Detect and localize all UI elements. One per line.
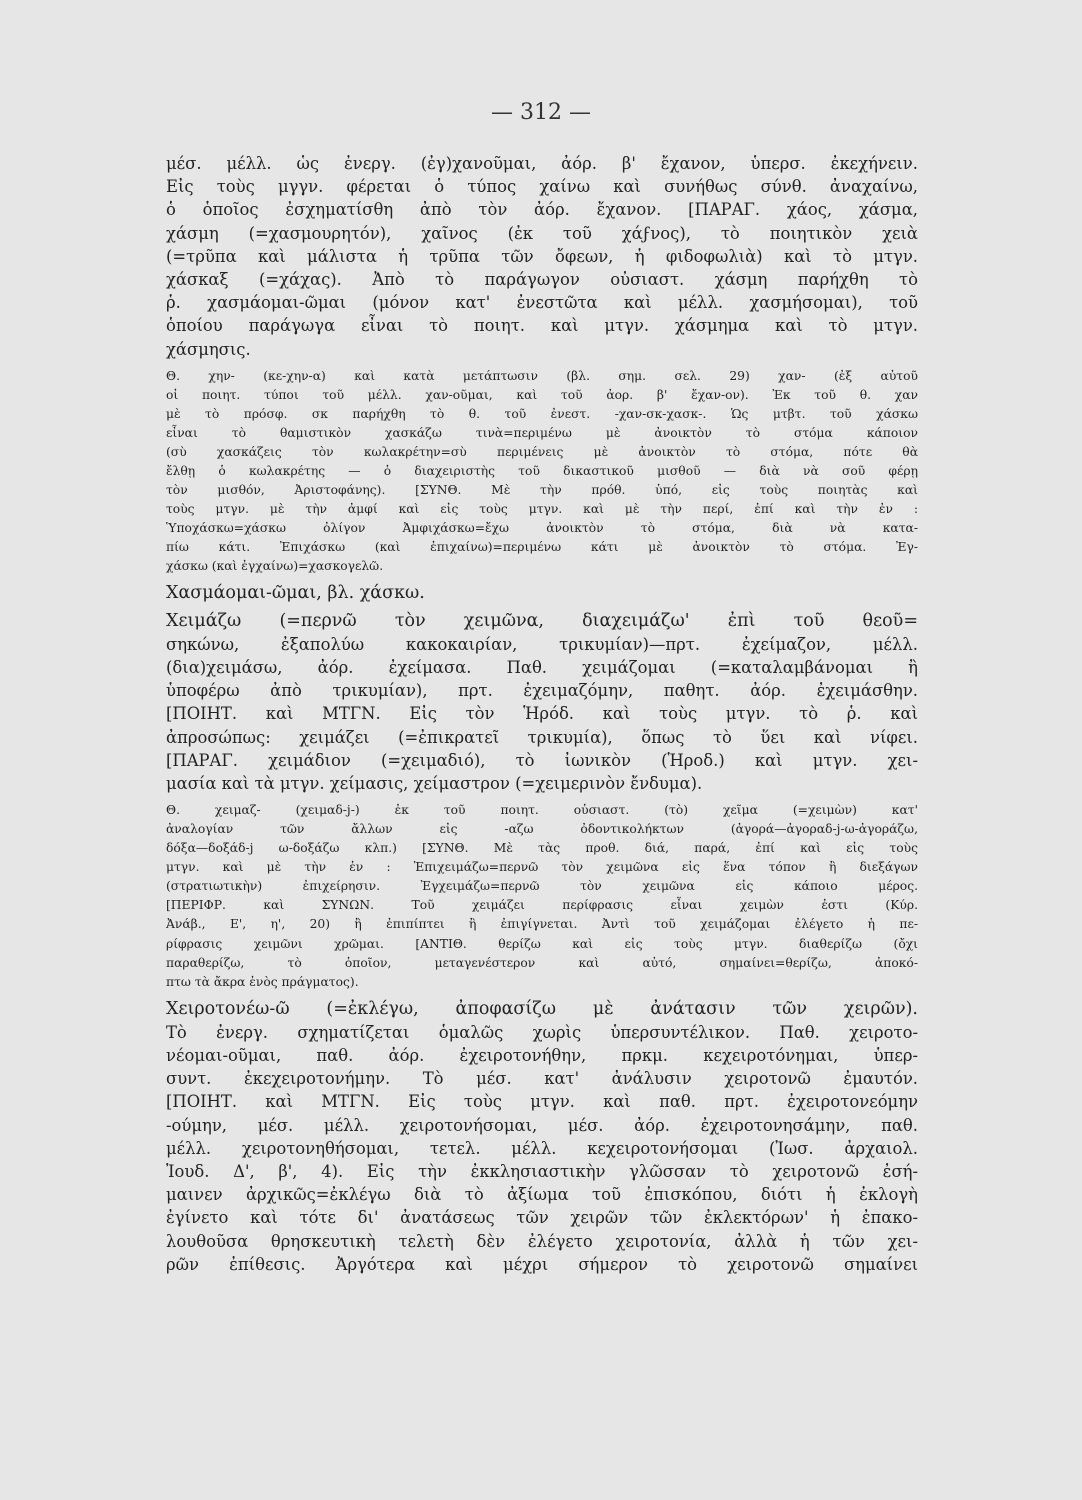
entry-cheimazo [166,610,918,796]
text-line: ὑποφέρω ἀπὸ τρικυμίαν), πρτ. ἐχειμαζόμην, παθητ. ἀόρ. ἐχειμάσθην. [166,681,918,701]
page-number: — 312 — [491,100,591,125]
text-line: σηκώνω, ἐξαπολύω κακοκαιρίαν, τρικυμίαν)—πρτ. ἐχείμαζον, μέλλ. [166,634,918,654]
note-line: (στρατιωτικὴν) ἐπιχείρησιν. Ἐγχειμάζω=περνῶ τὸν χειμῶνα εἰς κάποιο μέρος. [166,879,918,894]
text-line: ὁ ὁποῖος ἐσχηματίσθη ἀπὸ τὸν ἀόρ. ἔχανον. [ΠΑΡΑΓ. χάος, χάσμα, [166,200,918,220]
text-line: ρῶν ἐπίθεσις. Ἀργότερα καὶ μέχρι σήμερον τὸ χειροτονῶ σημαίνει [166,1254,918,1274]
note-line: Ὑποχάσκω=χάσκω ὀλίγον Ἀμφιχάσκω=ἔχω ἀνοικτὸν τὸ στόμα, διὰ νὰ κατα- [166,521,918,536]
text-line: Ἰουδ. Δ', β', 4). Εἰς τὴν ἐκκλησιαστικὴν γλῶσσαν τὸ χειροτονῶ ἐσή- [166,1162,918,1182]
text-line: μαινεν ἀρχικῶς=ἐκλέγω διὰ τὸ ἀξίωμα τοῦ ἐπισκόπου, διότι ἡ ἐκλογὴ [166,1185,918,1205]
note-line: μὲ τὸ πρόσφ. σκ παρήχθη τὸ θ. τοῦ ἐνεστ. -χαν-σκ-χασκ-. Ὡς μτβτ. τοῦ χάσκω [166,406,918,421]
text-line: νέομαι-οῦμαι, παθ. ἀόρ. ἐχειροτονήθην, πρκμ. κεχειροτόνημαι, ὑπερ- [166,1046,918,1066]
entry-cheirotoneo [166,998,918,1276]
text-line: [ΠΟΙΗΤ. καὶ ΜΤΓΝ. Εἰς τὸν Ἡρόδ. καὶ τοὺς μτγν. τὸ ῥ. καὶ [166,704,918,724]
text-line: -ούμην, μέσ. μέλλ. χειροτονήσομαι, μέσ. ἀόρ. ἐχειροτονησάμην, παθ. [166,1115,918,1135]
note-line: δόξα—δοξάδ-j ω-δοξάζω κλπ.) [ΣΥΝΘ. Μὲ τὰς προθ. διά, παρά, ἐπί καὶ εἰς τοὺς [166,841,918,856]
note-line: Θ. χην- (κε-χην-α) καὶ κατὰ μετάπτωσιν (βλ. σημ. σελ. 29) χαν- (ἐξ αὐτοῦ [166,368,918,383]
headword-line: Χασμάομαι-ῶμαι, βλ. χάσκω. [166,583,425,604]
text-line: ὁποίου παράγωγα εἶναι τὸ ποιητ. καὶ μτγν. χάσμημα καὶ τὸ μτγν. [166,316,918,336]
entry-chasmaomai [166,582,918,605]
note-line: ἀναλογίαν τῶν ἄλλων εἰς -αζω ὀδοντικολήκτων (ἀγορά—ἀγοραδ-j-ω-ἀγοράζω, [166,822,918,837]
text-line: συντ. ἐκεχειροτονήμην. Τὸ μέσ. κατ' ἀνάλυσιν χειροτονῶ ἐμαυτόν. [166,1069,918,1089]
text-line: Τὸ ἐνεργ. σχηματίζεται ὁμαλῶς χωρὶς ὑπερσυντέλικον. Παθ. χειροτο- [166,1022,918,1042]
note-chasko [166,367,918,577]
text-line: χάσκαξ (=χάχας). Ἀπὸ τὸ παράγωγον οὐσιαστ. χάσμη παρήχθη τὸ [166,270,918,290]
note-line: ρίφρασις χειμῶνι χρῶμαι. [ΑΝΤΙΘ. θερίζω καὶ εἰς τοὺς μτγν. διαθερίζω (ὄχι [166,936,918,951]
note-line: χάσκω (καὶ ἐγχαίνω)=χασκογελῶ. [166,559,384,574]
note-line: ἔλθῃ ὁ κωλακρέτης — ὁ διαχειριστὴς τοῦ δικαστικοῦ μισθοῦ — διὰ νὰ σοῦ φέρῃ [166,464,918,479]
note-line: [ΠΕΡΙΦΡ. καὶ ΣΥΝΩΝ. Τοῦ χειμάζει περίφρασις εἶναι χειμὼν ἐστι (Κύρ. [166,898,918,913]
text-line: μέλλ. χειροτονηθήσομαι, τετελ. μέλλ. κεχειροτονήσομαι (Ἰωσ. ἀρχαιολ. [166,1138,918,1158]
note-line: οἱ ποιητ. τύποι τοῦ μέλλ. χαν-οῦμαι, καὶ τοῦ ἀορ. β' ἔχαν-ον). Ἐκ τοῦ θ. χαν [166,387,918,402]
text-line: Εἰς τοὺς μγγν. φέρεται ὁ τύπος χαίνω καὶ συνήθως σύνθ. ἀναχαίνω, [166,177,918,197]
text-line: μασία καὶ τὰ μτγν. χείμασις, χείμαστρον (=χειμερινὸν ἔνδυμα). [166,773,703,793]
note-line: εἶναι τὸ θαμιστικὸν χασκάζω τινὰ=περιμένω μὲ ἀνοικτὸν τὸ στόμα κάποιον [166,425,918,440]
note-line: (σὺ χασκάζεις τὸν κωλακρέτην=σὺ περιμένεις μὲ ἀνοικτὸν τὸ στόμα, πότε θὰ [166,445,918,460]
page-text [166,152,918,1276]
text-line: λουθοῦσα θρησκευτικὴ τελετὴ δὲν ἐλέγετο χειροτονία, ἀλλὰ ἡ τῶν χει- [166,1231,918,1251]
block-chasko-end [166,152,918,361]
text-line: μέσ. μέλλ. ὡς ἐνεργ. (ἐγ)χανοῦμαι, ἀόρ. β' ἔχανον, ὑπερσ. ἐκεχήνειν. [166,154,918,173]
note-line: μτγν. καὶ μὲ τὴν ἐν : Ἐπιχειμάζω=περνῶ τὸν χειμῶνα εἰς ἕνα τόπον ἢ διεξάγων [166,860,918,875]
text-line: (δια)χειμάσω, ἀόρ. ἐχείμασα. Παθ. χειμάζομαι (=καταλαμβάνομαι ἢ [166,657,918,677]
note-line: τοὺς μτγν. μὲ τὴν ἀμφί καὶ εἰς τοὺς μτγν. καὶ μὲ τὴν περί, ἐπί καὶ τὴν ἐν : [166,502,918,517]
note-cheimazo [166,801,918,991]
note-line: παραθερίζω, τὸ ὁποῖον, μεταγενέστερον καὶ αὐτό, σημαίνει=θερίζω, ἀποκό- [166,955,918,970]
note-line: Θ. χειμαζ- (χειμαδ-j-) ἐκ τοῦ ποιητ. οὐσιαστ. (τὸ) χεῖμα (=χειμὼν) κατ' [166,803,918,818]
text-line: ἀπροσώπως: χειμάζει (=ἐπικρατεῖ τρικυμία), ὅπως τὸ ὕει καὶ νίφει. [166,727,918,747]
text-line: χάσμη (=χασμουρητόν), χαῖνος (ἐκ τοῦ χάϝνος), τὸ ποιητικὸν χειὰ [166,223,918,243]
note-line: πτω τὰ ἄκρα ἑνὸς πράγματος). [166,974,359,989]
text-line: [ΠΑΡΑΓ. χειμάδιον (=χειμαδιό), τὸ ἰωνικὸν (Ἡροδ.) καὶ μτγν. χει- [166,750,918,770]
headword-line: Χειροτονέω-ῶ (=ἐκλέγω, ἀποφασίζω μὲ ἀνάτασιν τῶν χειρῶν). [166,998,918,1019]
text-line: (=τρῦπα καὶ μάλιστα ἡ τρῦπα τῶν ὄφεων, ἡ φιδοφωλιὰ) καὶ τὸ μτγν. [166,246,918,266]
note-line: πίω κάτι. Ἐπιχάσκω (καὶ ἐπιχαίνω)=περιμένω κάτι μὲ ἀνοικτὸν τὸ στόμα. Ἐγ- [166,540,918,555]
text-line: χάσμησις. [166,339,251,359]
note-line: τὸν μισθόν, Ἀριστοφάνης). [ΣΥΝΘ. Μὲ τὴν πρόθ. ὑπό, εἰς τοὺς ποιητὰς καὶ [166,483,918,498]
text-line: ἐγίνετο καὶ τότε δι' ἀνατάσεως τῶν χειρῶν τῶν ἐκλεκτόρων' ἡ ἐπακο- [166,1208,918,1228]
note-line: Ἀνάβ., Ε', η', 20) ἢ ἐπιπίπτει ἢ ἐπιγίγνεται. Ἀντὶ τοῦ χειμάζομαι ἐλέγετο ἡ πε- [166,917,918,932]
text-line: ῥ. χασμάομαι-ῶμαι (μόνον κατ' ἐνεστῶτα καὶ μέλλ. χασμήσομαι), τοῦ [166,293,918,313]
text-line: [ΠΟΙΗΤ. καὶ ΜΤΓΝ. Εἰς τοὺς μτγν. καὶ παθ. πρτ. ἐχειροτονεόμην [166,1092,918,1112]
headword-line: Χειμάζω (=περνῶ τὸν χειμῶνα, διαχειμάζω' ἐπὶ τοῦ θεοῦ= [166,610,918,631]
